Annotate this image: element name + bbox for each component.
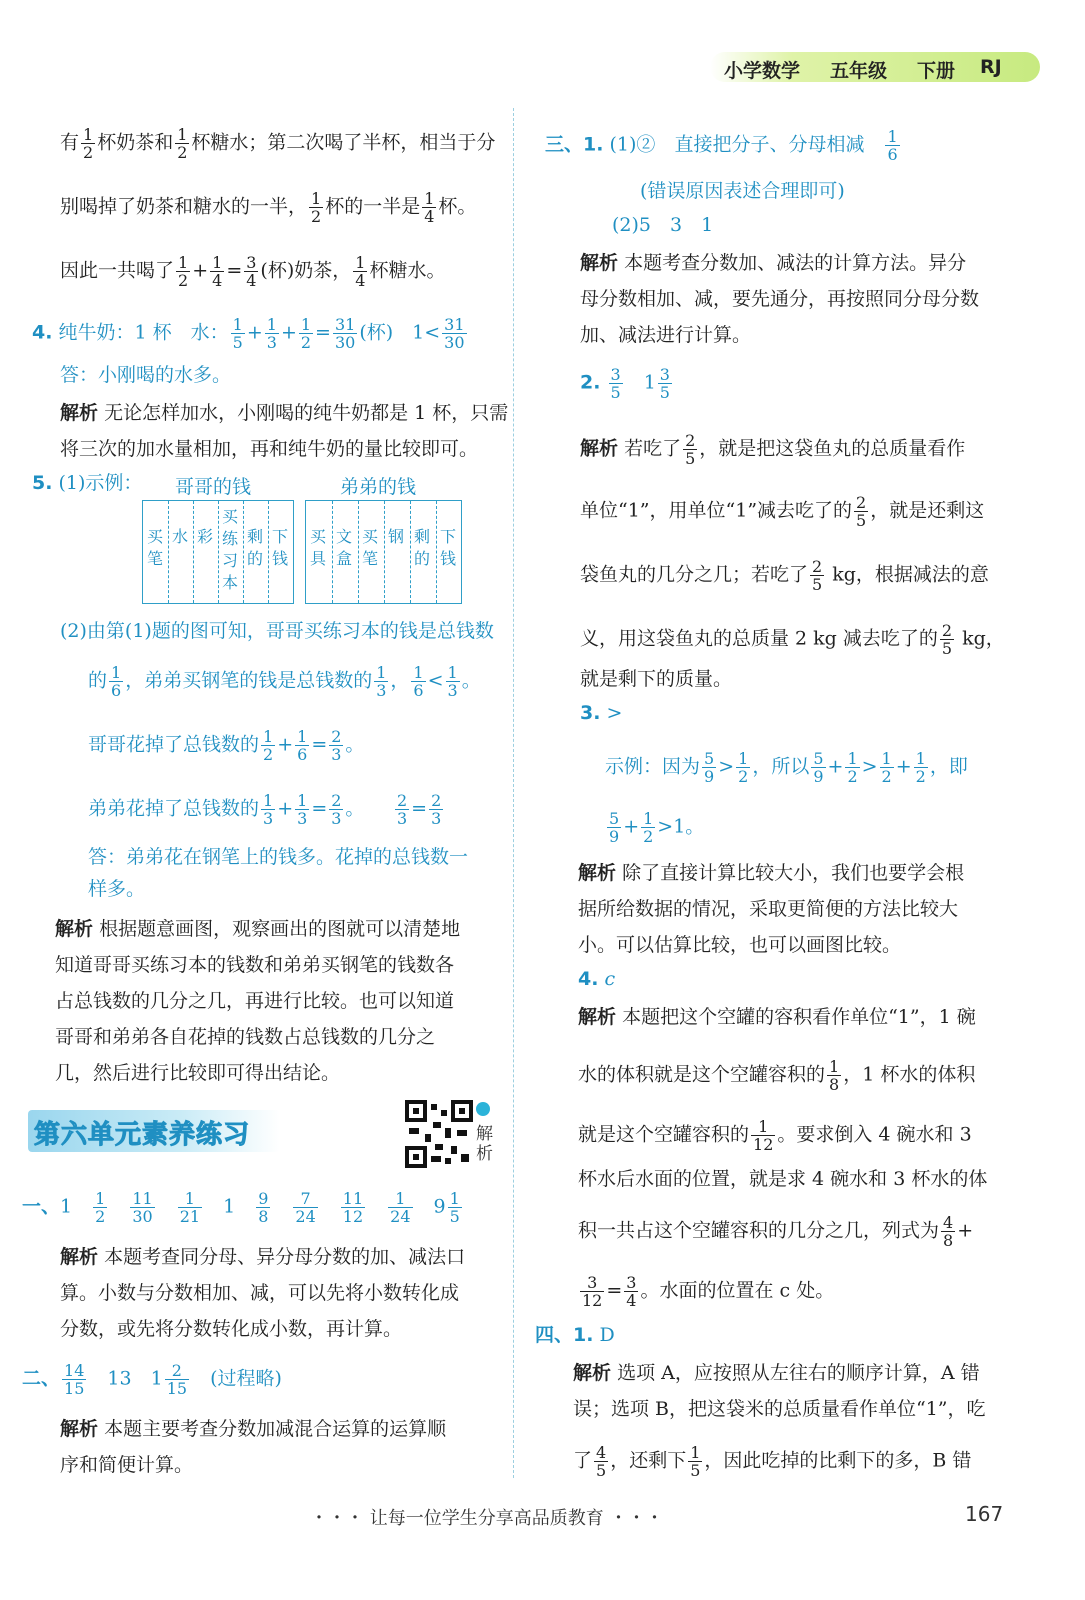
- q3r-example: 示例：因为 $\frac{5}{9}$ > $\frac{1}{2}$ ，所以 $\frac{5}{9}$ + $\frac{1}{2}$ > $\frac{1}{2}$ + $\frac{1}{2}$ ，即: [605, 749, 968, 786]
- s3-explain-3: 加、减法进行计算。: [580, 324, 752, 346]
- s3-explain-1: 解析 本题考查分数加、减法的计算方法。异分: [580, 252, 967, 274]
- s1-explain-1: 解析 本题考查同分母、异分母分数的加、减法口: [60, 1246, 466, 1268]
- footer-slogan: ・・・ 让每一位学生分享高品质教育 ・・・: [310, 1508, 664, 1529]
- section-1-answers: 一、1 $\frac{1}{2}$ $\frac{11}{30}$ $\frac{1}{21}$ 1 $\frac{9}{8}$ $\frac{7}{24}$ $\frac{11}{12}$ $\frac{1}{24}$ 9 $\frac{1}{5}$: [22, 1189, 460, 1226]
- table-b-title: 弟弟的钱: [340, 476, 417, 498]
- table-a-cell: 下钱: [271, 527, 288, 568]
- q5-explain-4: 哥哥和弟弟各自花掉的钱数占总钱数的几分之: [55, 1026, 436, 1048]
- section-2-answers: 二、 $\frac{14}{15}$ 13 1 $\frac{2}{15}$ (过程略): [22, 1361, 282, 1398]
- table-a-title: 哥哥的钱: [175, 476, 252, 498]
- s1-explain-3: 分数，或先将分数转化成小数，再计算。: [60, 1318, 403, 1340]
- q5-explain-1: 解析 根据题意画图，观察画出的图就可以清楚地: [55, 918, 461, 940]
- q3r-example-2: $\frac{5}{9}$ + $\frac{1}{2}$ >1。: [609, 809, 705, 846]
- table-a-cell: 买笔: [146, 527, 163, 568]
- q2r-explain-1: 解析 若吃了 $\frac{2}{5}$ ，就是把这袋鱼丸的总质量看作: [580, 431, 966, 468]
- column-divider: [513, 108, 514, 1478]
- q4-answer: 答：小刚喝的水多。: [60, 364, 232, 386]
- s4-explain-1: 解析 选项 A，应按照从左往右的顺序计算，A 错: [573, 1362, 980, 1384]
- header-edition: RJ: [980, 56, 1002, 78]
- q2r-explain-3: 袋鱼丸的几分之几；若吃了 $\frac{2}{5}$ kg，根据减法的意: [580, 557, 989, 594]
- qr-label: 解析: [476, 1124, 493, 1164]
- section-4-line: 四、1. D: [535, 1324, 615, 1346]
- header-subject: 小学数学: [724, 60, 801, 82]
- q5-answer-1: 答：弟弟花在钢笔上的钱多。花掉的总钱数一: [88, 846, 469, 868]
- s4-explain-2: 误；选项 B，把这袋米的总质量看作单位“1”，吃: [573, 1398, 986, 1420]
- table-a-cell: 买练习本: [221, 507, 238, 592]
- q2r-line: 2. $\frac{3}{5}$ 1 $\frac{3}{5}$: [580, 365, 670, 402]
- table-a-cell: 水: [171, 527, 188, 546]
- table-b-cell: 文盒: [335, 527, 352, 568]
- table-b-cell: 钢: [387, 527, 404, 546]
- s2-explain-1: 解析 本题主要考查分数加减混合运算的运算顺: [60, 1418, 447, 1440]
- s1-explain-2: 算。小数与分数相加、减，可以先将小数转化成: [60, 1282, 460, 1304]
- table-b-cell: 买笔: [361, 527, 378, 568]
- q4r-explain-2: 水的体积就是这个空罐容积的 $\frac{1}{8}$ ，1 杯水的体积: [578, 1057, 976, 1094]
- table-a-cell: 彩: [196, 527, 213, 546]
- table-b-cell: 剩的: [413, 527, 430, 568]
- q3r-explain-1: 解析 除了直接计算比较大小，我们也要学会根: [578, 862, 965, 884]
- q5-explain-5: 几，然后进行比较即可得出结论。: [55, 1062, 341, 1084]
- q5-explain-2: 知道哥哥买练习本的钱数和弟弟买钢笔的钱数各: [55, 954, 455, 976]
- q4-explain-1: 解析 无论怎样加水，小刚喝的纯牛奶都是 1 杯，只需: [60, 402, 509, 424]
- s3-part2: (2)5 3 1: [612, 214, 714, 236]
- header-volume: 下册: [917, 60, 956, 82]
- left-line-2: 别喝掉了奶茶和糖水的一半， $\frac{1}{2}$ 杯的一半是 $\frac{1}{4}$ 杯。: [60, 189, 477, 226]
- q5-explain-3: 占总钱数的几分之几，再进行比较。也可以知道: [55, 990, 455, 1012]
- q5-answer-2: 样多。: [88, 878, 146, 900]
- q5d-line: 弟弟花掉了总钱数的 $\frac{1}{3}$ + $\frac{1}{3}$ = $\frac{2}{3}$ 。 $\frac{2}{3}$ = $\frac{2}{3}$: [88, 791, 442, 828]
- q4r-explain-3: 就是这个空罐容积的 $\frac{1}{12}$ 。要求倒入 4 碗水和 3: [578, 1117, 972, 1154]
- table-a-cell: 剩的: [246, 527, 263, 568]
- q4-explain-2: 将三次的加水量相加，再和纯牛奶的量比较即可。: [60, 438, 479, 460]
- q4r-explain-1: 解析 本题把这个空罐的容积看作单位“1”，1 碗: [578, 1006, 976, 1028]
- q5-line: 5. (1)示例：: [32, 472, 143, 494]
- q2r-explain-2: 单位“1”，用单位“1”减去吃了的 $\frac{2}{5}$ ，就是还剩这: [580, 493, 985, 530]
- q3r-line: 3. >: [580, 702, 623, 724]
- q5b-line-2: 的 $\frac{1}{6}$ ，弟弟买钢笔的钱是总钱数的 $\frac{1}{3}$ ， $\frac{1}{6}$ < $\frac{1}{3}$ 。: [88, 663, 481, 700]
- table-b-cell: 买具: [309, 527, 326, 568]
- q4r-explain-6: $\frac{3}{12}$ = $\frac{3}{4}$ 。水面的位置在 c 处。: [582, 1273, 835, 1310]
- q3r-explain-2: 据所给数据的情况，采取更简便的方法比较大: [578, 898, 959, 920]
- page-number: 167: [965, 1502, 1004, 1526]
- play-icon: [476, 1102, 490, 1116]
- s3-explain-2: 母分数相加、减，要先通分，再按照同分母分数: [580, 288, 980, 310]
- header-grade: 五年级: [830, 60, 888, 82]
- q5b-line-1: (2)由第(1)题的图可知，哥哥买练习本的钱是总钱数: [60, 620, 494, 642]
- s4-explain-3: 了 $\frac{4}{5}$ ，还剩下 $\frac{1}{5}$ ，因此吃掉的比剩下的多，B 错: [573, 1443, 972, 1480]
- table-b-cell: 下钱: [439, 527, 456, 568]
- qr-code[interactable]: [405, 1100, 473, 1168]
- qr-code-icon: [405, 1100, 473, 1168]
- left-line-3: 因此一共喝了 $\frac{1}{2}$ + $\frac{1}{4}$ = $\frac{3}{4}$ (杯)奶茶， $\frac{1}{4}$ 杯糖水。: [60, 253, 446, 290]
- q2r-explain-5: 就是剩下的质量。: [580, 668, 733, 690]
- q3r-explain-3: 小。可以估算比较，也可以画图比较。: [578, 934, 902, 956]
- q2r-explain-4: 义，用这袋鱼丸的总质量 2 kg 减去吃了的 $\frac{2}{5}$ kg，: [580, 621, 1005, 658]
- unit-banner: 第六单元素养练习: [28, 1110, 280, 1152]
- q4r-explain-5: 积一共占这个空罐容积的几分之几，列式为 $\frac{4}{8}$ +: [578, 1213, 974, 1250]
- header-bar: [710, 52, 1040, 82]
- s3-note: (错误原因表述合理即可): [640, 180, 845, 202]
- q4r-line: 4. c: [578, 968, 616, 990]
- q5c-line: 哥哥花掉了总钱数的 $\frac{1}{2}$ + $\frac{1}{6}$ = $\frac{2}{3}$ 。: [88, 727, 365, 764]
- q4-line: 4. 纯牛奶：1 杯 水： $\frac{1}{5}$ + $\frac{1}{3}$ + $\frac{1}{2}$ = $\frac{31}{30}$ (杯) 1< $\frac{31}{30}$: [32, 315, 465, 352]
- left-line-1: 有 $\frac{1}{2}$ 杯奶茶和 $\frac{1}{2}$ 杯糖水；第二次喝了半杯，相当于分: [60, 125, 496, 162]
- s2-explain-2: 序和简便计算。: [60, 1454, 194, 1476]
- q4r-explain-4: 杯水后水面的位置，就是求 4 碗水和 3 杯水的体: [578, 1168, 988, 1190]
- section-3-line: 三、1. (1)② 直接把分子、分母相减 $\frac{1}{6}$: [545, 127, 898, 164]
